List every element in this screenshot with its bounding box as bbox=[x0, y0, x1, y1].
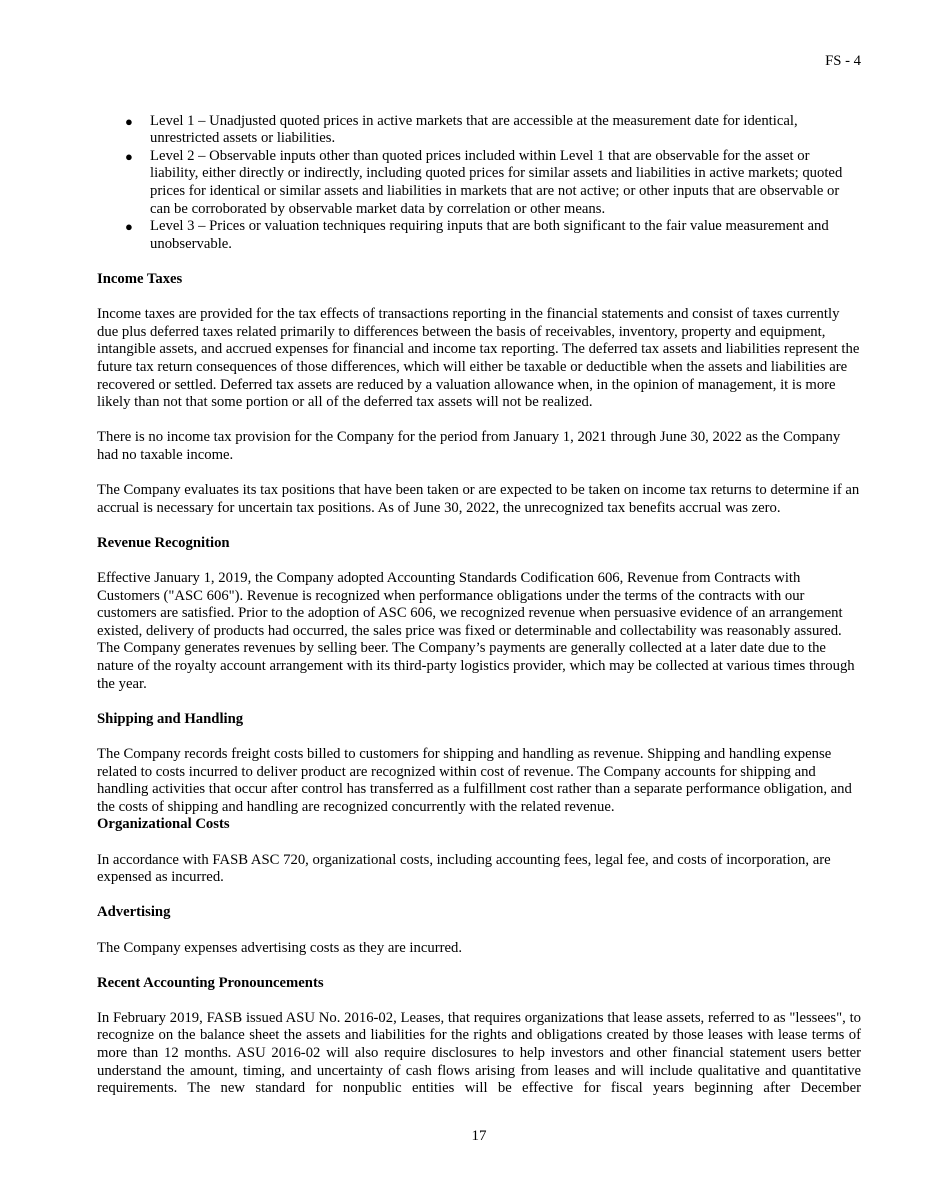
bullet-icon: ● bbox=[125, 148, 133, 164]
paragraph: The Company records freight costs billed to customers for shipping and handling as revenue. Shipping and handling expense related to costs incurred to deliver product are recognized within cost of revenue. The Company accounts for shipping and handling activities that occur after control has transferred as a fulfillment cost rather than a separate performance obligation, and the costs of shipping and handling are recognized concurrently with the related revenue. bbox=[97, 745, 852, 815]
section-heading-revenue-recognition: Revenue Recognition bbox=[97, 534, 230, 551]
page-header bbox=[97, 53, 861, 71]
list-item-text: Level 2 – Observable inputs other than quoted prices included within Level 1 that are observable for the asset or liability, either directly or indirectly, including quoted prices for similar assets and liabilities in active markets; quoted prices for identical or similar assets and liabilities in markets that are not active; or other inputs that are observable or can be corroborated by observable market data by correlation or other means. bbox=[150, 147, 843, 217]
section-heading-advertising: Advertising bbox=[97, 904, 171, 921]
list-item bbox=[97, 113, 861, 148]
list-item bbox=[97, 148, 861, 218]
section-heading-recent-accounting-pronouncements: Recent Accounting Pronouncements bbox=[97, 974, 324, 991]
list-item bbox=[97, 218, 861, 253]
paragraph: Income taxes are provided for the tax effects of transactions reporting in the financial statements and consist of taxes currently due plus deferred taxes related primarily to differences between the basis of receivables, inventory, property and equipment, intangible assets, and accrued expenses for financial and income tax reporting. The deferred tax assets and liabilities represent the future tax return consequences of those differences, which will either be taxable or deductible when the assets and liabilities are recovered or settled. Deferred tax assets are reduced by a valuation allowance when, in the opinion of management, it is more likely than not that some portion or all of the deferred tax assets will not be realized. bbox=[97, 306, 860, 411]
section-heading-organizational-costs: Organizational Costs bbox=[97, 816, 230, 833]
bullet-icon: ● bbox=[125, 219, 133, 235]
list-item-text: Level 3 – Prices or valuation techniques requiring inputs that are both significant to the fair value measurement and unobservable. bbox=[150, 218, 829, 252]
paragraph: In accordance with FASB ASC 720, organizational costs, including accounting fees, legal fee, and costs of incorporation, are expensed as incurred. bbox=[97, 851, 831, 886]
paragraph: The Company expenses advertising costs as they are incurred. bbox=[97, 939, 463, 956]
paragraph: Effective January 1, 2019, the Company adopted Accounting Standards Codification 606, Revenue from Contracts with Customers ("ASC 606"). Revenue is recognized when performance obligations under the terms of the contracts with our customers are satisfied. Prior to the adoption of ASC 606, we recognized revenue when persuasive evidence of an arrangement existed, delivery of products had occurred, the sales price was fixed or determinable and collectability was reasonably assured. The Company generates revenues by selling beer. The Company’s payments are generally collected at a later date due to the nature of the royalty account arrangement with its third-party logistics provider, which may be collected at various times through the year. bbox=[97, 570, 855, 692]
section-heading-income-taxes: Income Taxes bbox=[97, 270, 183, 287]
page-number: 17 bbox=[471, 1128, 487, 1144]
section-heading-shipping-and-handling: Shipping and Handling bbox=[97, 710, 244, 727]
page-footer bbox=[97, 1128, 861, 1146]
list-item-text: Level 1 – Unadjusted quoted prices in active markets that are accessible at the measurement date for identical, unrestricted assets or liabilities. bbox=[150, 112, 798, 147]
page-label: FS - 4 bbox=[825, 53, 861, 69]
paragraph: There is no income tax provision for the Company for the period from January 1, 2021 through June 30, 2022 as the Company had no taxable income. bbox=[97, 429, 841, 463]
bullet-icon: ● bbox=[125, 113, 133, 129]
paragraph: The Company evaluates its tax positions that have been taken or are expected to be taken on income tax returns to determine if an accrual is necessary for uncertain tax positions. As of June 30, 2022, the unrecognized tax benefits accrual was zero. bbox=[97, 482, 860, 516]
paragraph: In February 2019, FASB issued ASU No. 2016-02, Leases, that requires organizations that lease assets, referred to as "lessees", to recognize on the balance sheet the assets and liabilities for the rights and obligations created by those leases with lease terms of more than 12 months. ASU 2016-02 will also require disclosures to help investors and other financial statement users better understand the amount, timing, and uncertainty of cash flows arising from leases and will include qualitative and quantitative requirements. The new standard for nonpublic entities will be effective for fiscal years beginning after December bbox=[97, 1009, 861, 1097]
fair-value-levels-list bbox=[97, 113, 861, 254]
